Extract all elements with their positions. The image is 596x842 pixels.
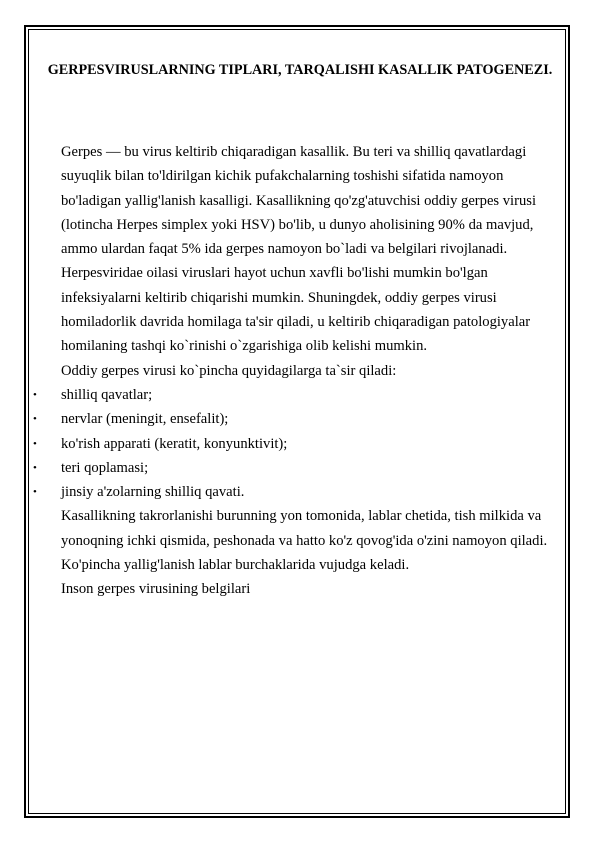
document-body (33, 140, 553, 602)
list-item-text: teri qoplamasi; (61, 459, 149, 476)
paragraph-herpesviridae: Herpesviridae oilasi viruslari hayot uchun xavfli bo'lishi mumkin bo'lgan infeksiyalarni keltirib chiqarishi mumkin. Shuningdek, oddiy gerpes virusi homiladorlik davrida homilaga ta'sir qiladi, u keltirib chiqaradigan patologiyalar homilaning tashqi ko`rinishi o`zgarishiga olib kelishi mumkin. (61, 265, 531, 355)
list-item-text: nervlar (meningit, ensefalit); (61, 411, 229, 428)
bullet-icon: • (33, 437, 37, 450)
list-item-text: ko'rish apparati (keratit, konyunktivit); (61, 435, 288, 452)
paragraph-definition: Gerpes — bu virus keltirib chiqaradigan kasallik. Bu teri va shilliq qavatlardagi suyuqlik bilan to'ldirilgan kichik pufakchalarning toshishi sifatida namoyon bo'ladigan yallig'lanish kasalligi. Kasallikning qo'zg'atuvchisi oddiy gerpes virusi (lotincha Herpes simplex yoki HSV) bo'lib, u dunyo aholisining 90% da mavjud, ammo ulardan faqat 5% ida gerpes namoyon bo`ladi va belgilari rivojlanadi. (61, 144, 537, 258)
bullet-icon: • (33, 486, 37, 499)
list-item (33, 456, 553, 480)
list-item (33, 480, 553, 504)
bullet-icon: • (33, 413, 37, 426)
paragraph-affects-intro: Oddiy gerpes virusi ko`pincha quyidagilarga ta`sir qiladi: (61, 362, 397, 379)
list-item (33, 383, 553, 407)
list-item (33, 407, 553, 431)
list-item (33, 432, 553, 456)
paragraph-recurrence: Kasallikning takrorlanishi burunning yon tomonida, lablar chetida, tish milkida va yonoqning ichki qismida, peshonada va hatto ko'z qovog'ida o'zini namoyon qiladi. Ko'pincha yallig'lanish lablar burchaklarida vujudga keladi. (61, 508, 548, 574)
list-item-text: jinsiy a'zolarning shilliq qavati. (61, 484, 245, 501)
document-title: GERPESVIRUSLARNING TIPLARI, TARQALISHI KASALLIK PATOGENEZI. (47, 62, 553, 78)
bullet-icon: • (33, 388, 37, 401)
affected-areas-list (33, 383, 553, 504)
list-item-text: shilliq qavatlar; (61, 386, 153, 403)
paragraph-symptoms-heading: Inson gerpes virusining belgilari (61, 581, 251, 598)
bullet-icon: • (33, 461, 37, 474)
